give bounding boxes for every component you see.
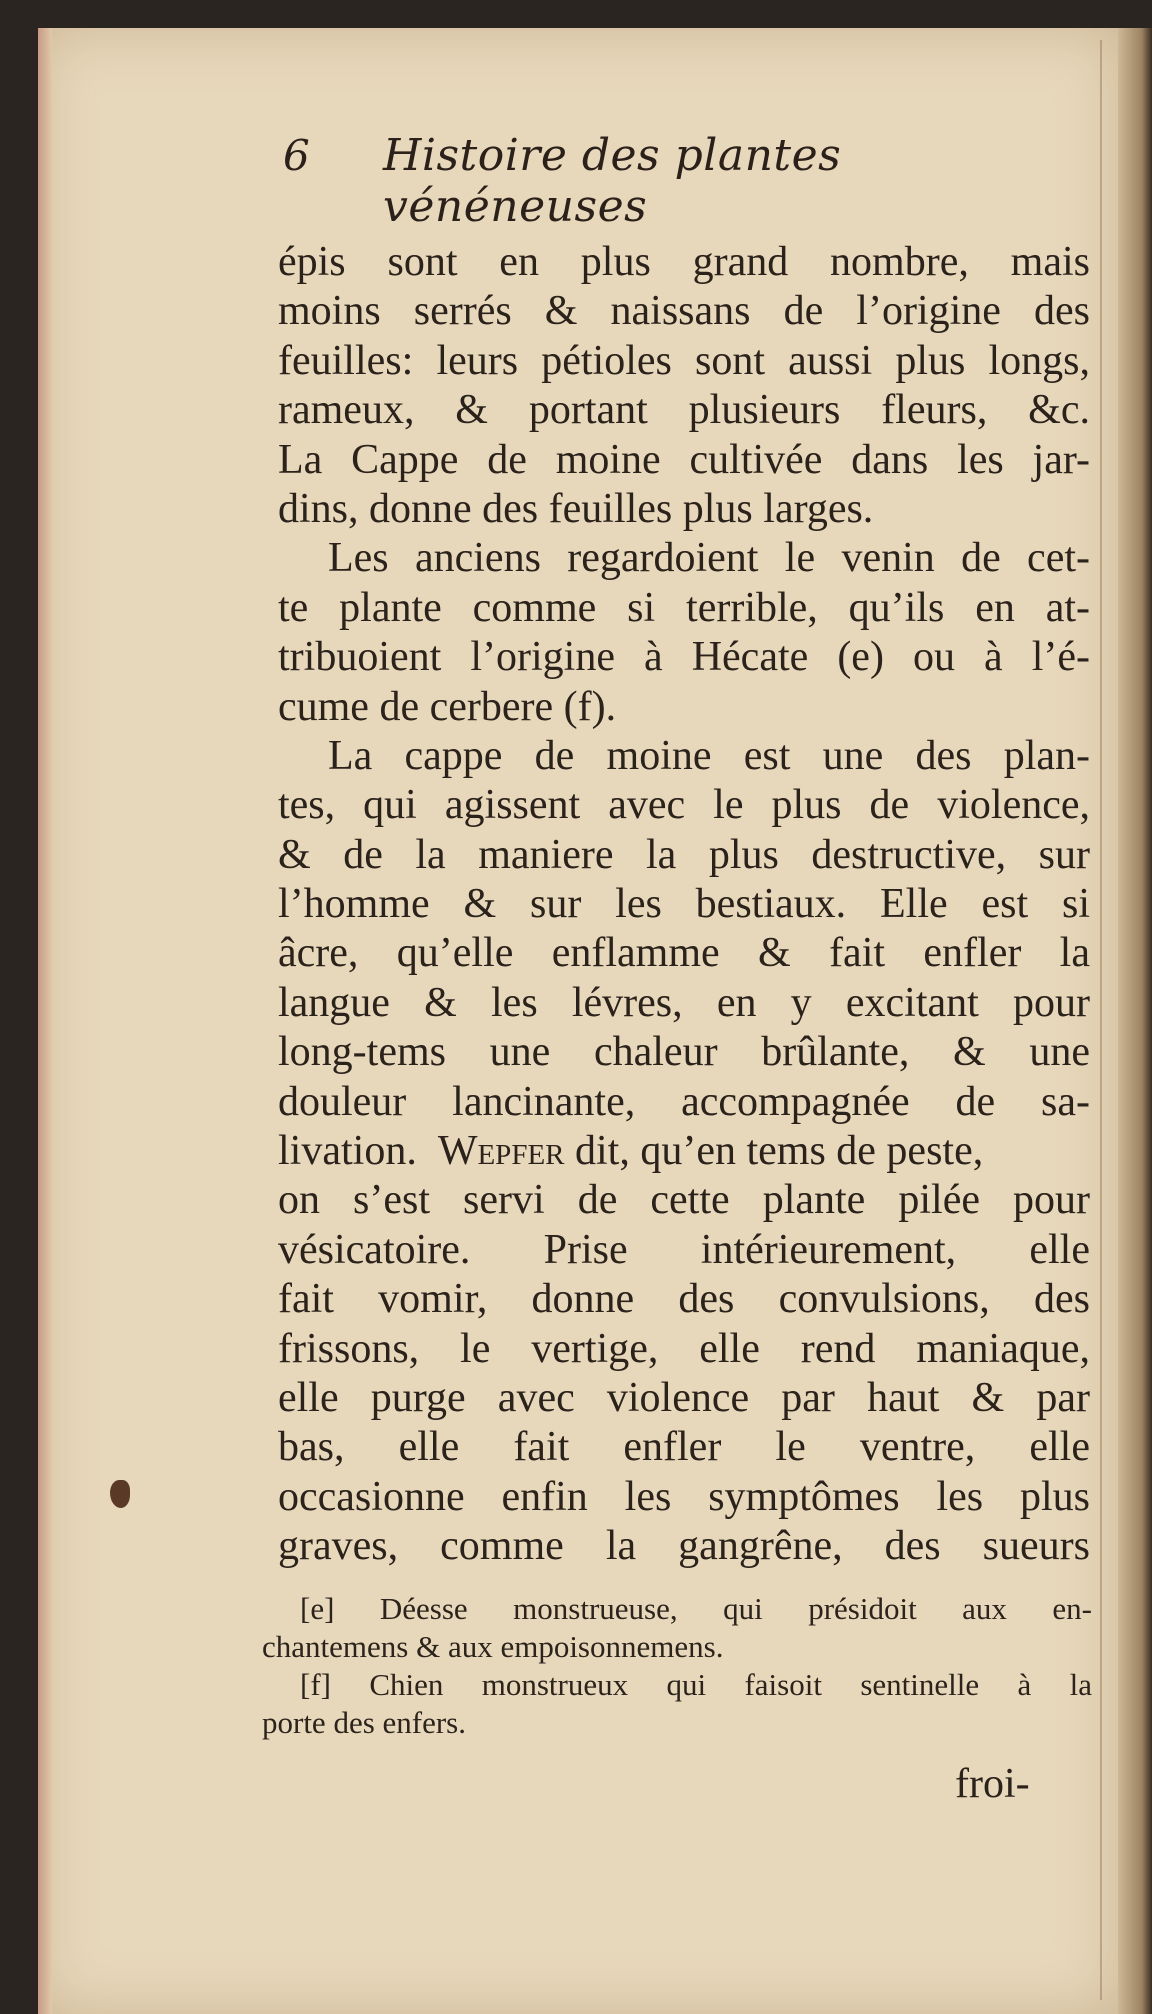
text-line: âcre, qu’elle enflamme & fait enfler la [278,930,1090,977]
text-line: bas, elle fait enfler le ventre, elle [278,1424,1090,1471]
text-line: feuilles: leurs pétioles sont aussi plus longs, [278,337,1090,384]
ink-blot [110,1480,130,1508]
text-line: fait vomir, donne des convulsions, des [278,1276,1090,1323]
text-line: rameux, & portant plusieurs fleurs, &c. [278,387,1090,434]
text-fragment: livation. [278,1128,417,1175]
page-number: 6 [283,131,310,180]
text-line: te plante comme si terrible, qu’ils en at- [278,584,1090,631]
text-line: on s’est servi de cette plante pilée pour [278,1177,1090,1224]
text-line: occasionne enfin les symptômes les plus [278,1473,1090,1520]
running-title: Histoire des plantes vénéneuses [383,130,842,232]
text-line: dins, donne des feuilles plus larges. [278,485,874,532]
text-line: long-tems une chaleur brûlante, & une [278,1029,1090,1076]
text-line: Les anciens regardoient le venin de cet- [328,535,1090,582]
text-line: douleur lancinante, accompagnée de sa- [278,1078,1090,1125]
text-line: l’homme & sur les bestiaux. Elle est si [278,881,1090,928]
text-line: & de la maniere la plus destructive, sur [278,831,1090,878]
footnote-e-continued: chantemens & aux empoisonnemens. [262,1629,724,1664]
author-name: Wepfer [437,1128,565,1175]
text-line: graves, comme la gangrêne, des sueurs [278,1523,1090,1570]
text-line: tribuoient l’origine à Hécate (e) ou à l’é- [278,634,1090,681]
body-text [278,238,1090,1572]
text-line: La Cappe de moine cultivée dans les jar- [278,436,1090,483]
text-line-mixed [278,1127,1090,1176]
footnote-f-continued: porte des enfers. [262,1705,466,1740]
text-line: La cappe de moine est une des plan- [328,732,1090,779]
text-line: tes, qui agissent avec le plus de violence, [278,782,1090,829]
text-line: langue & les lévres, en y excitant pour [278,979,1090,1026]
text-line: moins serrés & naissans de l’origine des [278,288,1090,335]
page-edge-left [38,28,52,2014]
text-line: cume de cerbere (f). [278,683,617,730]
catchword: froi- [955,1761,1030,1807]
page-edge-right [1118,28,1152,2014]
text-line: vésicatoire. Prise intérieurement, elle [278,1226,1090,1273]
running-header [283,130,1053,232]
footnotes [262,1590,1092,1742]
text-line: elle purge avec violence par haut & par [278,1374,1090,1421]
text-fragment: dit, qu’en tems de peste, [575,1128,984,1175]
text-line: frissons, le vertige, elle rend maniaque, [278,1325,1090,1372]
page-fold-line [1100,40,1102,2000]
footnote-e: [e] Déesse monstrueuse, qui présidoit aux en- [300,1591,1092,1626]
text-line: épis sont en plus grand nombre, mais [278,239,1090,285]
footnote-f: [f] Chien monstrueux qui faisoit sentinelle à la [300,1667,1092,1702]
